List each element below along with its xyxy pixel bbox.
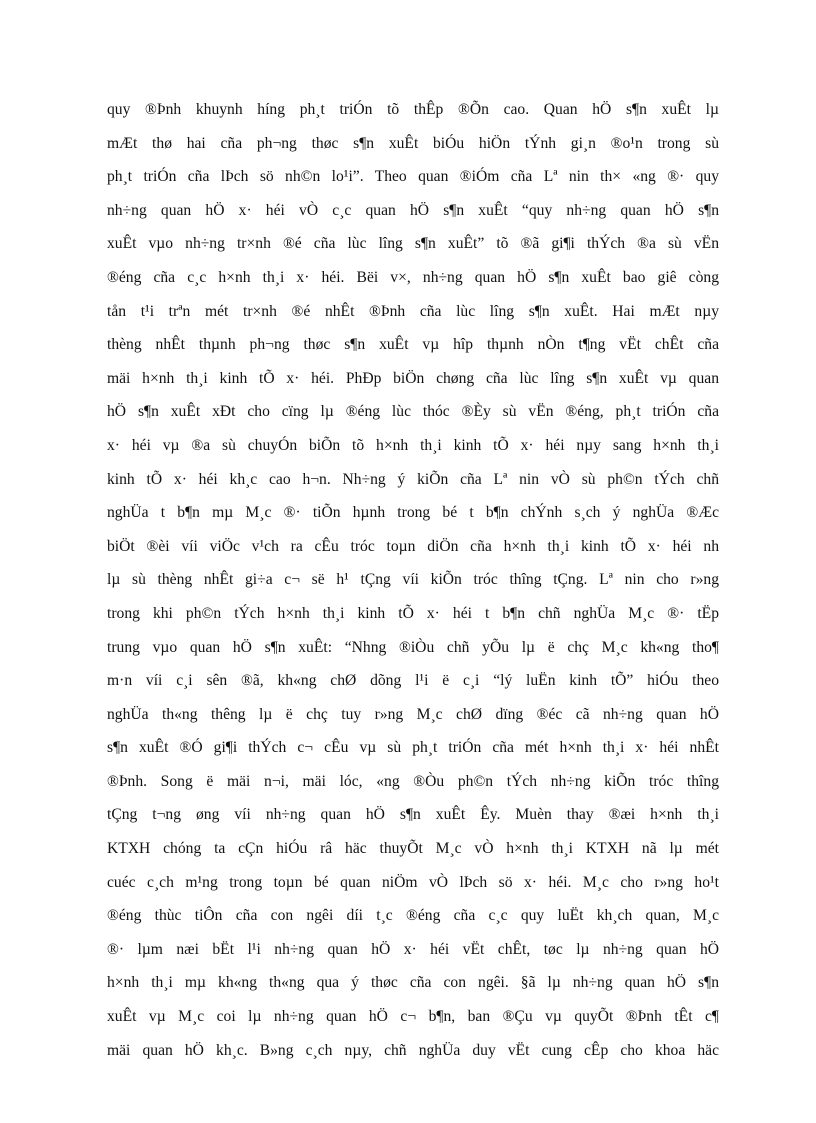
text-line: kinh tÕ x· héi kh¸c cao h¬n. Nh÷ng ý kiÕn cña Lª nin vÒ sù ph©n tÝch chñ [107,470,719,488]
text-line: hÖ s¶n xuÊt xÐt cho cïng lµ ®éng lùc thóc ®Èy sù vËn ®éng, ph¸t triÓn cña [107,403,719,421]
text-line: s¶n xuÊt ®Ó gi¶i thÝch c¬ cÊu vµ sù ph¸t triÓn cña mét h×nh th¸i x· héi nhÊt [107,739,719,757]
text-line: h×nh th¸i mµ kh«ng th«ng qua ý thøc cña con ngêi. §ã lµ nh÷ng quan hÖ s¶n [107,974,719,992]
text-line: trung vµo quan hÖ s¶n xuÊt: “Nhng ®iÒu chñ yÕu lµ ë chç M¸c kh«ng tho¶ [107,638,719,656]
text-line: tån t¹i trªn mét tr×nh ®é nhÊt ®Þnh cña lùc lîng s¶n xuÊt. Hai mÆt nµy [107,302,719,320]
text-line: thèng nhÊt thµnh ph¬ng thøc s¶n xuÊt vµ hîp thµnh nÒn t¶ng vËt chÊt cña [107,336,719,354]
text-line: ®Þnh. Song ë mäi n¬i, mäi lóc, «ng ®Òu ph©n tÝch nh÷ng kiÕn tróc thîng [107,772,719,790]
text-line: KTXH chóng ta cÇn hiÓu râ häc thuyÕt M¸c vÒ h×nh th¸i KTXH nã lµ mét [107,840,719,858]
text-line: ®éng thùc tiÔn cña con ngêi díi t¸c ®éng cña c¸c quy luËt kh¸ch quan, M¸c [107,907,719,925]
text-line: ph¸t triÓn cña lÞch sö nh©n lo¹i”. Theo quan ®iÓm cña Lª nin th× «ng ®· quy [107,168,719,186]
text-line: quy ®Þnh khuynh híng ph¸t triÓn tõ thÊp ®Õn cao. Quan hÖ s¶n xuÊt lµ [107,101,719,118]
text-line: nghÜa th«ng thêng lµ ë chç tuy r»ng M¸c chØ dïng ®éc cã nh÷ng quan hÖ [107,705,719,723]
text-line: m·n víi c¸i sên ®ã, kh«ng chØ dõng l¹i ë c¸i “lý luËn kinh tÕ” hiÓu theo [107,672,719,690]
text-line: xuÊt vµ M¸c coi lµ nh÷ng quan hÖ c¬ b¶n, ban ®Çu vµ quyÕt ®Þnh tÊt c¶ [107,1008,719,1026]
text-line: mÆt thø hai cña ph¬ng thøc s¶n xuÊt biÓu hiÖn tÝnh gi¸n ®o¹n trong sù [107,134,719,152]
text-line: trong khi ph©n tÝch h×nh th¸i kinh tÕ x· héi t b¶n chñ nghÜa M¸c ®· tËp [107,604,719,622]
text-line: tÇng t¬ng øng víi nh÷ng quan hÖ s¶n xuÊt Êy. Muèn thay ®æi h×nh th¸i [107,806,719,824]
text-line: ®éng cña c¸c h×nh th¸i x· héi. Bëi v×, nh÷ng quan hÖ s¶n xuÊt bao giê còng [107,268,719,286]
text-line: lµ sù thèng nhÊt gi÷a c¬ së h¹ tÇng víi kiÕn tróc thîng tÇng. Lª nin cho r»ng [107,571,719,589]
text-line: ®· lµm næi bËt l¹i nh÷ng quan hÖ x· héi vËt chÊt, tøc lµ nh÷ng quan hÖ [107,940,719,958]
text-line: mäi h×nh th¸i kinh tÕ x· héi. PhÐp biÖn chøng cña lùc lîng s¶n xuÊt vµ quan [107,369,719,387]
text-line: nghÜa t b¶n mµ M¸c ®· tiÕn hµnh trong bé t b¶n chÝnh s¸ch ý nghÜa ®Æc [107,504,719,522]
text-line: cuéc c¸ch m¹ng trong toµn bé quan niÖm vÒ lÞch sö x· héi. M¸c cho r»ng ho¹t [107,873,719,891]
text-line: x· héi vµ ®a sù chuyÓn biÕn tõ h×nh th¸i kinh tÕ x· héi nµy sang h×nh th¸i [107,436,719,454]
text-line: xuÊt vµo nh÷ng tr×nh ®é cña lùc lîng s¶n xuÊt” tõ ®ã gi¶i thÝch ®a sù vËn [107,235,719,253]
text-line: mäi quan hÖ kh¸c. B»ng c¸ch nµy, chñ nghÜa duy vËt cung cÊp cho khoa häc [107,1041,719,1059]
text-line: biÖt ®èi víi viÖc v¹ch ra cÊu tróc toµn diÖn cña h×nh th¸i kinh tÕ x· héi nh [107,537,719,555]
body-paragraph [107,93,719,1067]
text-line: nh÷ng quan hÖ x· héi vÒ c¸c quan hÖ s¶n xuÊt “quy nh÷ng quan hÖ s¶n [107,201,719,219]
